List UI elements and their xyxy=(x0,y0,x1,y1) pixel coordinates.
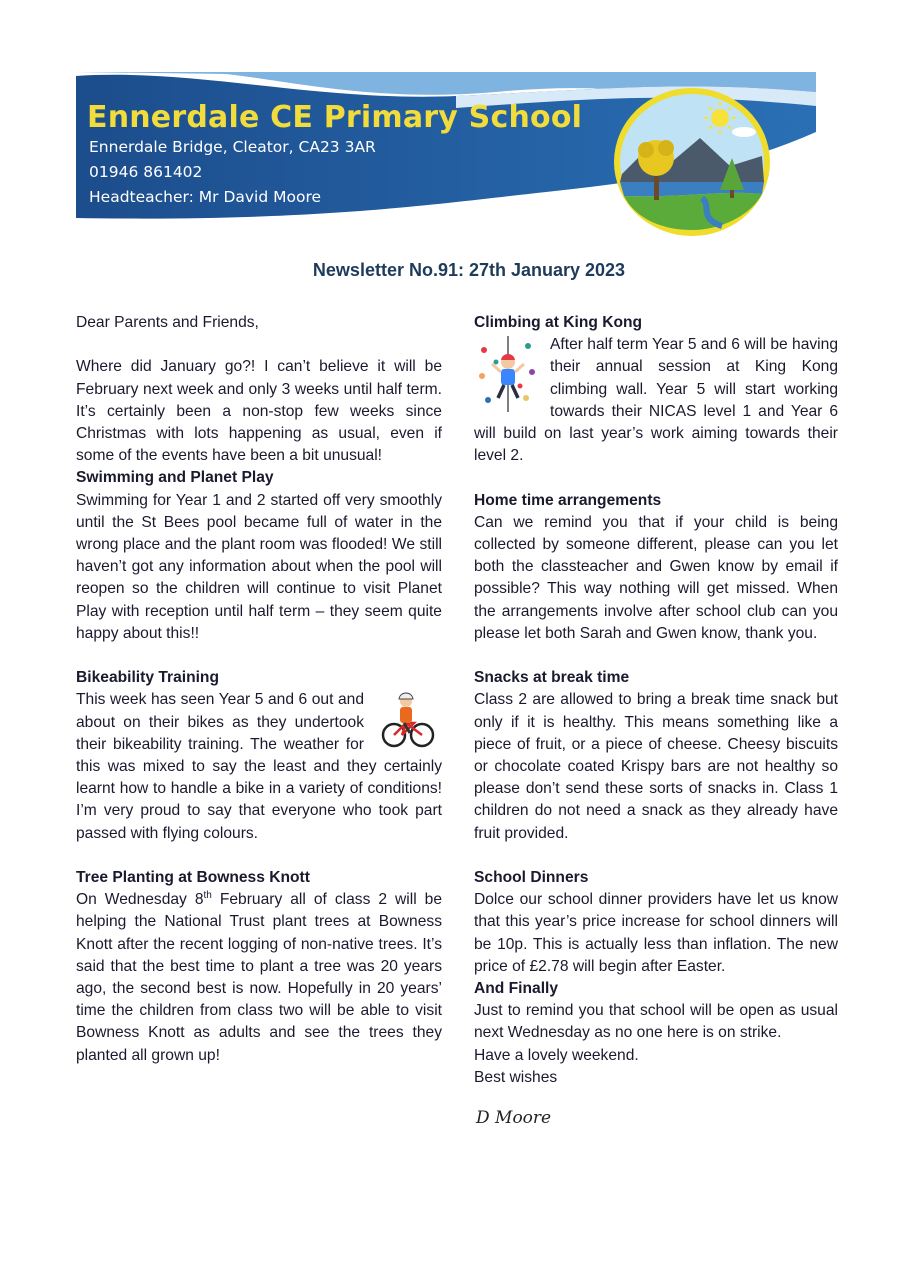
snacks-paragraph: Class 2 are allowed to bring a break time snack but only if it is healthy. This means something like a piece of fruit, or a piece of cheese. Cheesy biscuits or chocolate coated Krispy bars are not healthy so please don’t send these sorts of snacks in. Class 1 children do not need a snack as they already have fruit provided. xyxy=(474,691,838,842)
school-dinners-heading: School Dinners xyxy=(474,869,589,887)
signature: D Moore xyxy=(476,1108,552,1129)
left-column xyxy=(76,312,442,1067)
swimming-paragraph: Swimming for Year 1 and 2 started off very smoothly until the St Bees pool became full of water in the wrong place and the plant room was flooded! We still haven’t got any information about when the pool will reopen so the children will continue to visit Planet Play with reception until half term – they seem quite happy about this!! xyxy=(76,491,442,642)
newsletter-title: Newsletter No.91: 27th January 2023 xyxy=(312,260,626,280)
right-column xyxy=(474,312,838,1129)
intro-paragraph: Where did January go?! I can’t believe it will be February next week and only 3 weeks until half term. It’s certainly been a non-stop few weeks since Christmas with lots happening as usual, even if some of the events have been a bit unusual! xyxy=(76,358,442,465)
climbing-heading: Climbing at King Kong xyxy=(474,314,643,331)
cyclist-icon xyxy=(378,689,438,751)
home-time-paragraph: Can we remind you that if your child is being collected by someone different, please can you let both the classteacher and Gwen know by email if possible? This way nothing will get missed. When the arrangements involve after school club can you please let both Sarah and Gwen know, thank you. xyxy=(474,513,838,642)
bikeability-paragraph: This week has seen Year 5 and 6 out and about on their bikes as they undertook their bikeability training. The weather for this was mixed to say the least and they certainly learnt how to handle a bike in a variety of conditions! I’m very proud to say that everyone who took part passed with flying colours. xyxy=(76,691,442,842)
tree-planting-heading: Tree Planting at Bowness Knott xyxy=(76,869,310,887)
bikeability-heading: Bikeability Training xyxy=(76,669,219,687)
climber-icon xyxy=(474,336,540,414)
school-address: Ennerdale Bridge, Cleator, CA23 3AR xyxy=(89,138,376,156)
weekend-line: Have a lovely weekend. xyxy=(474,1046,639,1064)
snacks-heading: Snacks at break time xyxy=(474,669,630,687)
school-logo xyxy=(612,86,772,243)
climbing-paragraph: After half term Year 5 and 6 will be having their annual session at King Kong climbing wall. Year 5 will start working towards their NICAS level 1 and Year 6 will build on last year’s work aiming towards their level 2. xyxy=(474,336,838,465)
school-dinners-paragraph: Dolce our school dinner providers have let us know that this year’s price increase for school dinners will be 10p. This is actually less than inflation. The new price of £2.78 will begin after Easter. xyxy=(474,891,838,975)
school-name: Ennerdale CE Primary School xyxy=(87,100,583,135)
and-finally-heading: And Finally xyxy=(474,980,559,998)
greeting: Dear Parents and Friends, xyxy=(76,314,259,331)
and-finally-paragraph: Just to remind you that school will be open as usual next Wednesday as no one here is on strike. xyxy=(474,1002,838,1042)
headteacher: Headteacher: Mr David Moore xyxy=(89,188,322,206)
school-phone: 01946 861402 xyxy=(89,163,203,181)
tree-planting-paragraph: On Wednesday 8th February all of class 2 will be helping the National Trust plant trees at Bowness Knott after the recent logging of non-native trees. It’s said that the best time to plant a tree was 20 years ago, the second best is now. Hopefully in 20 years’ time the children from class two will be able to visit Bowness Knott as adults and see the trees they planted all grown up! xyxy=(76,890,442,1064)
swimming-heading: Swimming and Planet Play xyxy=(76,469,274,487)
home-time-heading: Home time arrangements xyxy=(474,491,662,509)
best-wishes: Best wishes xyxy=(474,1068,558,1086)
